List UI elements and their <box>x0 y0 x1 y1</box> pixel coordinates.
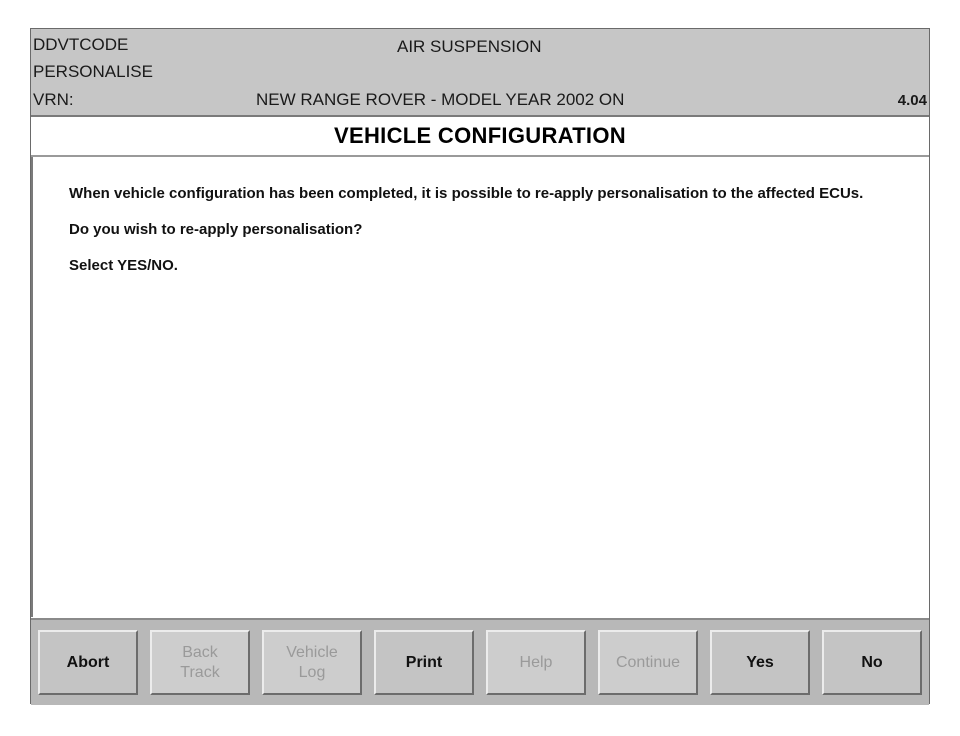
header-system: AIR SUSPENSION <box>397 37 542 56</box>
button-bar <box>31 618 929 705</box>
content-left-divider <box>31 157 33 617</box>
print-button[interactable]: Print <box>374 630 474 695</box>
header-panel <box>31 29 929 117</box>
header-code: DDVTCODE <box>33 35 129 54</box>
no-button[interactable]: No <box>822 630 922 695</box>
header-vrn-label: VRN: <box>33 90 74 109</box>
message-panel <box>69 184 899 292</box>
header-version: 4.04 <box>897 92 927 109</box>
yes-button[interactable]: Yes <box>710 630 810 695</box>
application-window <box>30 28 930 704</box>
help-button[interactable]: Help <box>486 630 586 695</box>
vehicle-log-button[interactable]: Vehicle Log <box>262 630 362 695</box>
message-paragraph-1: When vehicle configuration has been completed, it is possible to re-apply personalisation to the affected ECUs. <box>69 185 864 202</box>
back-track-button[interactable]: Back Track <box>150 630 250 695</box>
header-mode: PERSONALISE <box>33 62 153 81</box>
continue-button[interactable]: Continue <box>598 630 698 695</box>
message-paragraph-2: Do you wish to re-apply personalisation? <box>69 221 363 238</box>
page-title: VEHICLE CONFIGURATION <box>31 117 929 157</box>
message-paragraph-3: Select YES/NO. <box>69 257 178 274</box>
abort-button[interactable]: Abort <box>38 630 138 695</box>
header-vehicle-model: NEW RANGE ROVER - MODEL YEAR 2002 ON <box>256 90 625 109</box>
